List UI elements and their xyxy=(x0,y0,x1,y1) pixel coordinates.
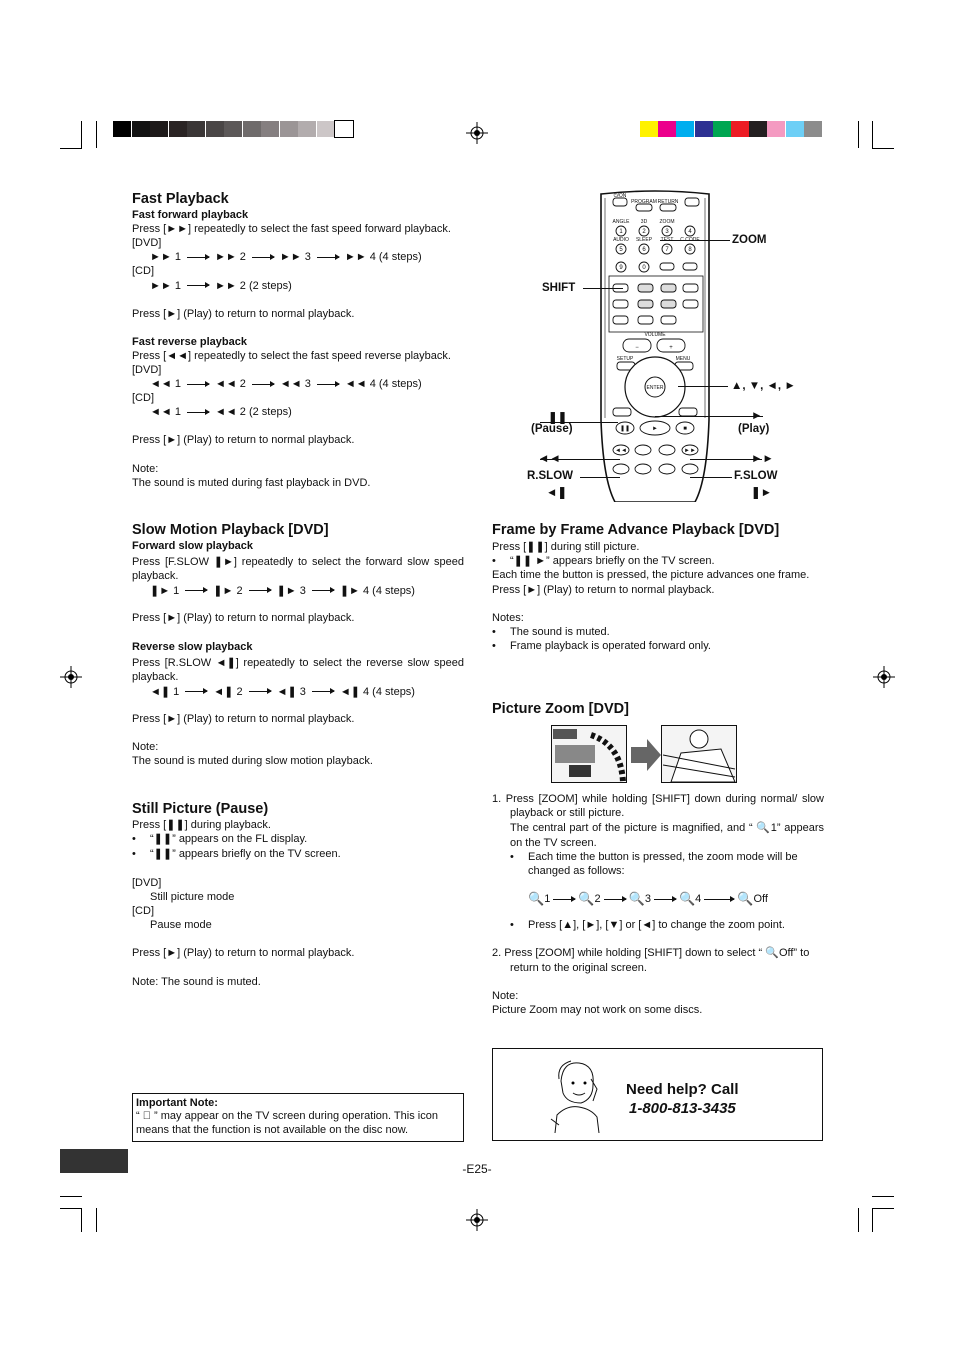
return-text: Press [►] (Play) to return to normal playback. xyxy=(132,612,355,625)
crop-mark xyxy=(872,1196,894,1197)
speed-sequence xyxy=(132,583,464,597)
color-swatch xyxy=(749,121,767,137)
disc-label: [CD] xyxy=(132,905,154,918)
disc-label: [CD] xyxy=(132,265,154,278)
crop-mark xyxy=(96,1208,97,1232)
magnifier-icon: 🔍 xyxy=(678,891,696,907)
svg-text:3D: 3D xyxy=(640,219,648,225)
callout-line xyxy=(690,477,732,478)
crop-mark xyxy=(872,1208,894,1209)
svg-text:8: 8 xyxy=(688,247,692,253)
note-text: The sound is muted during slow motion playback. xyxy=(132,755,373,768)
svg-text:6: 6 xyxy=(642,247,646,253)
step: ►► 2 xyxy=(214,251,246,264)
svg-text:ZOOM: ZOOM xyxy=(659,219,675,225)
svg-text:◄◄: ◄◄ xyxy=(615,448,627,454)
step: ❚► 4 (4 steps) xyxy=(339,584,415,597)
help-phone-number: 1-800-813-3435 xyxy=(629,1100,736,1117)
step: Off xyxy=(753,893,768,906)
pause-label: (Pause) xyxy=(531,423,573,435)
instruction-text: Press [F.SLOW ❚►] repeatedly to select the forward slow speed playback. xyxy=(132,556,464,583)
magnifier-icon: 🔍 xyxy=(628,891,645,907)
svg-text:AUDIO: AUDIO xyxy=(613,237,629,243)
speed-sequence xyxy=(132,405,464,419)
color-swatch xyxy=(640,121,658,137)
instruction-text: Press [R.SLOW ◄❚] repeatedly to select the reverse slow speed playback. xyxy=(132,656,464,683)
instruction-text: Press [◄◄] repeatedly to select the fast speed reverse playback. xyxy=(132,349,451,362)
callout-line xyxy=(655,416,763,417)
gray-swatch xyxy=(150,121,168,137)
step: 1 xyxy=(544,893,551,906)
disc-label: [CD] xyxy=(132,392,154,405)
remote-control-illustration xyxy=(595,190,715,502)
step: ►► 2 (2 steps) xyxy=(214,279,292,292)
bullet-item: • “❚❚” appears briefly on the TV screen. xyxy=(132,847,464,861)
step: ◄◄ 2 (2 steps) xyxy=(214,406,292,419)
zoom-sequence xyxy=(528,890,824,908)
zoom-label: ZOOM xyxy=(732,234,767,246)
return-text: Press [►] (Play) to return to normal playback. xyxy=(132,434,355,447)
mode-text: Pause mode xyxy=(150,919,212,932)
rslow-label: R.SLOW xyxy=(527,470,573,482)
crop-mark xyxy=(858,121,859,148)
note-label: Notes: xyxy=(492,611,524,624)
step: ◄◄ 4 (4 steps) xyxy=(344,378,422,391)
color-swatch xyxy=(786,121,804,137)
svg-text:1: 1 xyxy=(619,229,623,235)
crop-mark xyxy=(60,1196,82,1197)
disc-label: [DVD] xyxy=(132,876,162,889)
operator-illustration xyxy=(547,1059,603,1133)
enter-button-label: ENTER xyxy=(646,385,664,391)
help-title: Need help? Call xyxy=(626,1081,739,1098)
step: ◄◄ 1 xyxy=(150,378,181,391)
svg-text:RETURN: RETURN xyxy=(657,199,679,205)
gray-swatch xyxy=(113,121,131,137)
step: ❚► 1 xyxy=(150,584,180,597)
slow-motion-section xyxy=(132,521,464,769)
color-swatch xyxy=(804,121,822,137)
return-text: Press [►] (Play) to return to normal playback. xyxy=(132,713,355,726)
callout-line xyxy=(678,386,728,387)
section-title: Picture Zoom [DVD] xyxy=(492,701,629,717)
speed-sequence xyxy=(132,250,464,264)
instruction-text: Each time the button is pressed, the picture advances one frame. xyxy=(492,569,810,582)
subsection-title: Fast reverse playback xyxy=(132,335,247,348)
speed-sequence xyxy=(132,279,464,293)
play-label: (Play) xyxy=(738,423,770,435)
crop-mark xyxy=(872,121,873,148)
return-text: Press [►] (Play) to return to normal playback. xyxy=(132,307,355,320)
bullet-item: • Each time the button is pressed, the zoom mode will be changed as follows: xyxy=(510,850,824,878)
instruction-text: Press [►►] repeatedly to select the fast speed forward playback. xyxy=(132,223,451,235)
svg-text:⏻/ON: ⏻/ON xyxy=(613,193,627,199)
svg-text:SLEEP: SLEEP xyxy=(635,237,653,243)
magnifier-icon: 🔍 xyxy=(528,891,545,907)
speed-sequence xyxy=(132,377,464,391)
color-swatch xyxy=(695,121,713,137)
step: 3 xyxy=(644,893,651,906)
arrow-keys-label: ▲, ▼, ◄, ► xyxy=(731,380,796,392)
still-picture-section xyxy=(132,800,464,989)
crop-mark xyxy=(81,121,82,148)
subsection-title: Fast forward playback xyxy=(132,209,249,221)
important-note-title: Important Note: xyxy=(136,1097,218,1109)
instruction-text: Press [❚❚] during playback. xyxy=(132,819,271,831)
step: ◄❚ 1 xyxy=(150,685,180,698)
disc-label: [DVD] xyxy=(132,364,162,377)
note-label: Note: xyxy=(132,741,159,754)
color-swatch xyxy=(731,121,749,137)
step: 4 xyxy=(695,893,702,906)
bullet-item: • Frame playback is operated forward only. xyxy=(492,639,824,653)
section-title: Fast Playback xyxy=(132,191,229,207)
fast-playback-section xyxy=(132,190,464,490)
gray-swatch xyxy=(224,121,242,137)
crop-mark xyxy=(60,1208,82,1209)
gray-swatch xyxy=(335,121,353,137)
step: ◄❚ 2 xyxy=(213,685,243,698)
svg-text:VOLUME: VOLUME xyxy=(644,332,666,338)
callout-line xyxy=(660,240,730,241)
svg-text:►►: ►► xyxy=(684,448,696,454)
section-title: Frame by Frame Advance Playback [DVD] xyxy=(492,522,780,538)
step: ►► 1 xyxy=(150,279,181,292)
zoom-illustration xyxy=(551,725,737,783)
registration-mark-icon xyxy=(873,666,895,688)
step-two-text: 2. Press [ZOOM] while holding [SHIFT] down to select “ 🔍Off” to return to the original screen. xyxy=(492,947,810,974)
gray-swatch xyxy=(169,121,187,137)
disc-label: [DVD] xyxy=(132,237,162,250)
svg-text:0: 0 xyxy=(642,265,646,271)
note-label: Note: xyxy=(492,989,519,1002)
gray-swatch xyxy=(261,121,279,137)
note-label: Note: xyxy=(132,462,159,475)
step: ❚► 2 xyxy=(213,584,243,597)
fast-forward-icon: ►► xyxy=(751,453,774,465)
step: ◄◄ 3 xyxy=(279,378,311,391)
page-number: -E25- xyxy=(462,1162,492,1176)
pause-icon: ❚❚ xyxy=(548,412,568,424)
note-text: The sound is muted during fast playback in DVD. xyxy=(132,476,371,489)
frame-advance-section xyxy=(492,521,824,653)
instruction-text: Press [❚❚] during still picture. xyxy=(492,541,640,553)
picture-zoom-section xyxy=(492,700,824,718)
svg-text:❚❚: ❚❚ xyxy=(619,426,631,432)
step: ►► 4 (4 steps) xyxy=(344,251,422,264)
svg-text:+: + xyxy=(669,345,673,351)
svg-text:5: 5 xyxy=(619,247,623,253)
svg-text:4: 4 xyxy=(688,229,692,235)
step: ◄❚ 4 (4 steps) xyxy=(339,685,415,698)
step: ◄◄ 2 xyxy=(214,378,246,391)
fslow-label: F.SLOW xyxy=(734,470,778,482)
step: ◄◄ 1 xyxy=(150,406,181,419)
step-one-result: The central part of the picture is magnified, and “ 🔍1” appears on the TV screen. xyxy=(510,822,824,849)
step: ❚► 3 xyxy=(276,584,306,597)
subsection-title: Forward slow playback xyxy=(132,540,254,552)
svg-text:►: ► xyxy=(652,426,658,432)
crop-mark xyxy=(872,148,894,149)
color-swatch xyxy=(676,121,694,137)
reverse-slow-icon: ◄❚ xyxy=(546,487,568,499)
magnifier-icon: 🔍 xyxy=(578,891,595,907)
crop-mark xyxy=(858,1208,859,1232)
bullet-item: • The sound is muted. xyxy=(492,625,824,639)
color-swatch xyxy=(658,121,676,137)
note-text: Note: The sound is muted. xyxy=(132,975,261,988)
step: ►► 1 xyxy=(150,251,181,264)
zoom-steps xyxy=(492,792,824,1017)
gray-swatch xyxy=(243,121,261,137)
svg-text:9: 9 xyxy=(619,265,623,271)
gray-swatch xyxy=(132,121,150,137)
bullet-item: • “❚❚” appears on the FL display. xyxy=(132,832,464,846)
svg-text:7: 7 xyxy=(665,247,669,253)
crop-mark xyxy=(81,1208,82,1232)
registration-mark-icon xyxy=(60,666,82,688)
registration-mark-icon xyxy=(466,1209,488,1231)
speed-sequence xyxy=(132,684,464,698)
bullet-item: • Press [▲], [►], [▼] or [◄] to change the zoom point. xyxy=(510,918,824,932)
gray-swatch xyxy=(280,121,298,137)
return-text: Press [►] (Play) to return to normal playback. xyxy=(132,947,355,960)
svg-text:PROGRAM: PROGRAM xyxy=(631,199,657,205)
gray-swatch xyxy=(298,121,316,137)
color-swatch xyxy=(767,121,785,137)
registration-mark-icon xyxy=(466,122,488,144)
svg-text:−: − xyxy=(635,345,639,351)
svg-text:ANGLE: ANGLE xyxy=(612,219,630,225)
bullet-item: • “❚❚ ►” appears briefly on the TV screen. xyxy=(492,554,824,568)
section-title: Still Picture (Pause) xyxy=(132,801,269,817)
crop-mark xyxy=(872,1208,873,1232)
gray-swatch xyxy=(206,121,224,137)
important-note-text: “ ⃠ ” may appear on the TV screen during operation. This icon means that the function is not available on the disc now. xyxy=(136,1110,438,1136)
subsection-title: Reverse slow playback xyxy=(132,640,253,653)
step-one-text: 1. Press [ZOOM] while holding [SHIFT] down during normal/ slow playback or still picture. xyxy=(492,793,824,820)
note-text: Picture Zoom may not work on some discs. xyxy=(492,1004,703,1017)
crop-mark xyxy=(60,148,82,149)
mode-text: Still picture mode xyxy=(150,890,235,903)
callout-line xyxy=(583,288,623,289)
magnifier-icon: 🔍 xyxy=(737,891,754,907)
shift-label: SHIFT xyxy=(542,282,576,294)
callout-line xyxy=(580,477,620,478)
help-box xyxy=(492,1048,823,1141)
section-title: Slow Motion Playback [DVD] xyxy=(132,522,329,538)
forward-slow-icon: ❚► xyxy=(751,487,773,499)
step: ►► 3 xyxy=(279,251,311,264)
important-note-box xyxy=(132,1093,464,1142)
svg-text:3: 3 xyxy=(665,229,669,235)
gray-swatch xyxy=(187,121,205,137)
play-icon: ► xyxy=(751,410,763,422)
color-swatch xyxy=(713,121,731,137)
svg-text:■: ■ xyxy=(683,426,687,432)
svg-text:2: 2 xyxy=(642,229,646,235)
svg-text:SETUP: SETUP xyxy=(616,356,634,362)
svg-text:MENU: MENU xyxy=(675,356,691,362)
rewind-icon: ◄◄ xyxy=(538,453,561,465)
gray-swatch xyxy=(317,121,335,137)
return-text: Press [►] (Play) to return to normal playback. xyxy=(492,583,715,596)
step: 2 xyxy=(594,893,601,906)
step: ◄❚ 3 xyxy=(276,685,306,698)
crop-mark xyxy=(96,121,97,148)
